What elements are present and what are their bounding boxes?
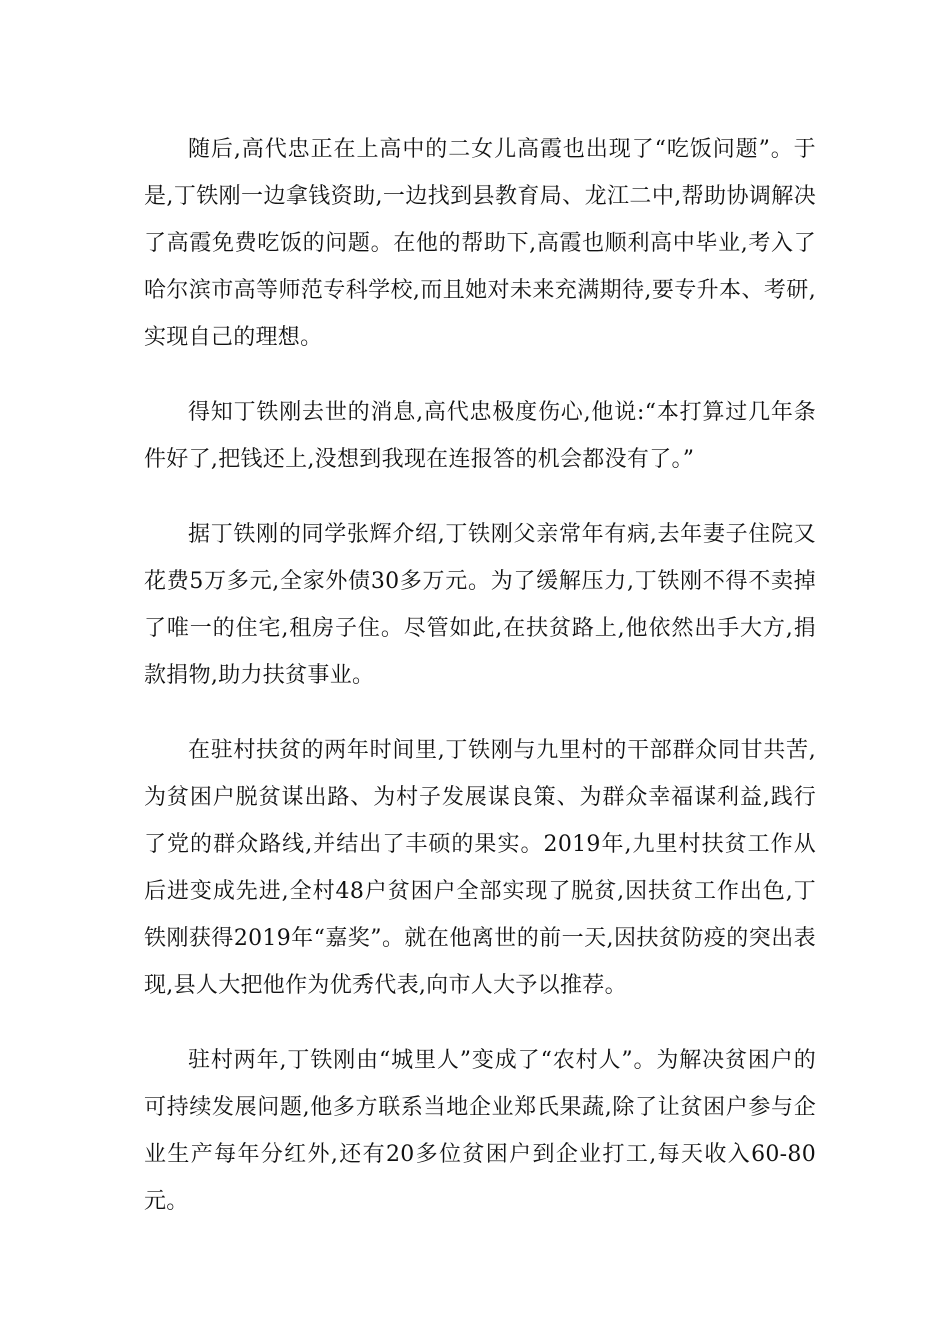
paragraph-5: 驻村两年,丁铁刚由“城里人”变成了“农村人”。为解决贫困户的可持续发展问题,他多方联系当地企业郑氏果蔬,除了让贫困户参与企业生产每年分红外,还有20多位贫困户到企业打工,每天收入60-80元。 [144,1048,816,1214]
article-body [144,126,816,1225]
paragraph-2: 得知丁铁刚去世的消息,高代忠极度伤心,他说:“本打算过几年条件好了,把钱还上,没想到我现在连报答的机会都没有了。” [144,400,816,472]
paragraph-4: 在驻村扶贫的两年时间里,丁铁刚与九里村的干部群众同甘共苦,为贫困户脱贫谋出路、为村子发展谋良策、为群众幸福谋利益,践行了党的群众路线,并结出了丰硕的果实。2019年,九里村扶贫工作从后进变成先进,全村48户贫困户全部实现了脱贫,因扶贫工作出色,丁铁刚获得2019年“嘉奖”。就在他离世的前一天,因扶贫防疫的突出表现,县人大把他作为优秀代表,向市人大予以推荐。 [144,738,816,998]
paragraph-3: 据丁铁刚的同学张辉介绍,丁铁刚父亲常年有病,去年妻子住院又花费5万多元,全家外债30多万元。为了缓解压力,丁铁刚不得不卖掉了唯一的住宅,租房子住。尽管如此,在扶贫路上,他依然出手大方,捐款捐物,助力扶贫事业。 [144,522,816,688]
paragraph-1: 随后,高代忠正在上高中的二女儿高霞也出现了“吃饭问题”。于是,丁铁刚一边拿钱资助,一边找到县教育局、龙江二中,帮助协调解决了高霞免费吃饭的问题。在他的帮助下,高霞也顺利高中毕业,考入了哈尔滨市高等师范专科学校,而且她对未来充满期待,要专升本、考研,实现自己的理想。 [144,137,816,350]
